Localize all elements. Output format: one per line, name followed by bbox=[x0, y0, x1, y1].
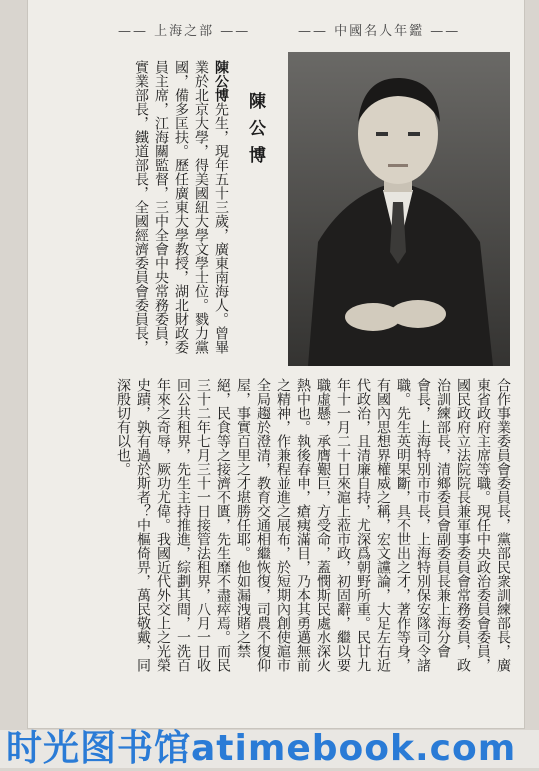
biography-column: 三十二年七月三十一日接管法租界，八月一日收 bbox=[195, 378, 211, 672]
biography-lower-columns bbox=[116, 378, 510, 672]
biography-column: 職虛懸，承膺艱巨，方受命，蓋憫斯民處水深火 bbox=[315, 378, 331, 672]
biography-column: 東省政府主席等職。現任中央政治委員會委員， bbox=[475, 378, 491, 672]
biography-column: 絕，民食等之接濟不匱，先生靡不盡瘁焉。而民 bbox=[215, 378, 231, 672]
biography-upper-columns bbox=[134, 60, 228, 354]
biography-column: 年十一月二十日來滬上蒞市政，初固辭，繼以要 bbox=[335, 378, 351, 672]
biography-column: 國，備多匡扶。歷任廣東大學教授，湖北財政委 bbox=[173, 60, 189, 354]
biography-column: 熱中也。執後春申，瘡痍滿目，乃本其勇邁無前 bbox=[295, 378, 311, 672]
biography-column: 有國內思想界權威之稱，宏文讜論，大足左右近 bbox=[375, 378, 391, 672]
watermark-text: 时光图书馆atimebook.com bbox=[6, 728, 517, 769]
biography-column: 年來之奇辱，厥功尤偉。我國近代外交上之光榮 bbox=[155, 378, 171, 672]
biography-column: 國民政府立法院院長兼軍事委員會常務委員，政 bbox=[455, 378, 471, 672]
biography-column: 全局趨於澄清，教育交通相繼恢復，司農不復仰 bbox=[255, 378, 271, 672]
portrait-illustration bbox=[288, 52, 510, 366]
page bbox=[28, 0, 524, 728]
biography-column: 合作事業委員會委員長，黨部民衆訓練部長，廣 bbox=[495, 378, 511, 672]
biography-column: 會長，上海特別市市長，上海特別保安隊司令諸 bbox=[415, 378, 431, 672]
profile-name: 陳公博 bbox=[245, 92, 265, 173]
running-head-book-title: —— 中國名人年鑑 —— bbox=[298, 24, 461, 39]
running-head-section: —— 上海之部 —— bbox=[118, 24, 251, 39]
biography-column: 業於北京大學，得美國紐大學文學士位。戮力黨 bbox=[193, 60, 209, 354]
biography-column: 陳公博先生，現年五十三歲，廣東南海人。曾畢 bbox=[213, 60, 229, 354]
biography-column: 代政治，且清廉自持，尤深爲朝野所重。民廿九 bbox=[355, 378, 371, 672]
biography-column: 屋，事實百里之才堪勝任耶。他如漏洩賭之禁 bbox=[235, 378, 251, 658]
biography-column: 實業部長，鐵道部長，全國經濟委員會委員長， bbox=[133, 60, 149, 354]
biography-column: 治訓練部長，清鄉委員會副委員長兼上海分會 bbox=[435, 378, 451, 658]
biography-column: 員主席，江海關監督，三中全會中央常務委員， bbox=[153, 60, 169, 354]
biography-column: 之精神，作兼程並進之展布，於短期內創使滬市 bbox=[275, 378, 291, 672]
biography-column: 深殷切有以也。 bbox=[115, 378, 131, 476]
biography-column: 史蹟，孰有過於斯者？中樞倚畀，萬民敬戴，同 bbox=[135, 378, 151, 672]
biography-column: 職。先生英明果斷，具不世出之才，著作等身， bbox=[395, 378, 411, 672]
biography-column: 回公共租界，先生主持推進，綜劃其間，一洗百 bbox=[175, 378, 191, 672]
running-head bbox=[28, 10, 524, 40]
portrait-photo bbox=[288, 52, 510, 366]
